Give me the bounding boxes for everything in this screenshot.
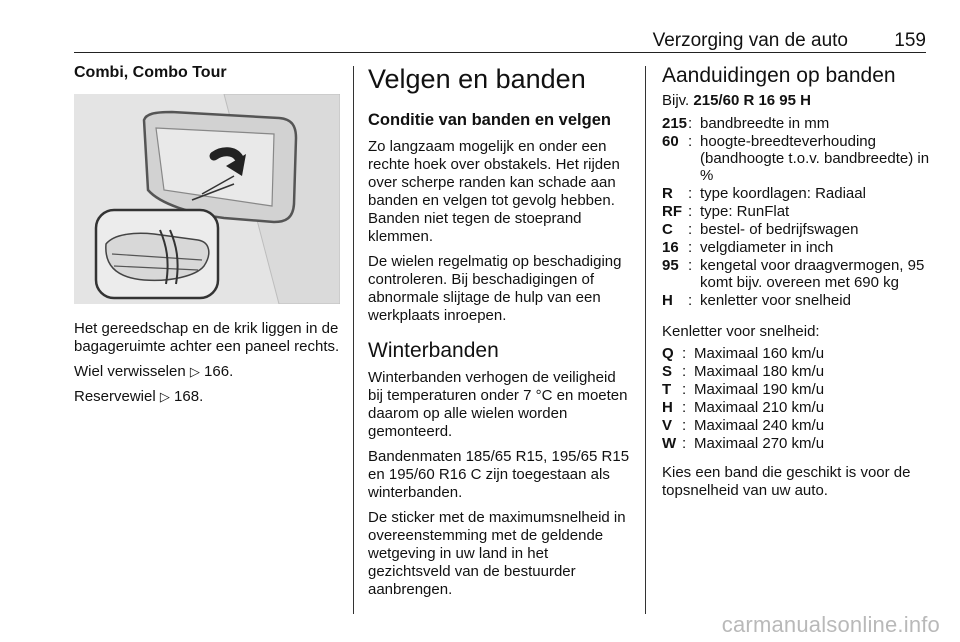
tire-code-list [662,115,930,309]
list-item: V : Maximaal 240 km/u [662,417,825,434]
cargo-compartment-illustration [74,94,340,304]
list-item: 16 : velgdiameter in inch [662,239,834,256]
page-header [74,28,926,54]
list-item: 95 : kengetal voor draagvermogen, 95 komt bijv. overeen met 690 kg [662,257,925,291]
list-item: 215 : bandbreedte in mm [662,115,830,132]
list-item: C : bestel- of bedrijfswagen [662,221,859,238]
page-number: 159 [894,30,926,51]
column-middle [368,62,634,606]
reference-page[interactable]: 166. [204,363,234,380]
column-divider [645,66,646,614]
body-paragraph: Bandenmaten 185/65 R15, 195/65 R15 en 195/60 R16 C zijn toegestaan als winterbanden. [368,448,630,501]
subsection-title: Conditie van banden en velgen [368,111,611,129]
speed-intro-text: Kenletter voor snelheid: [662,323,820,340]
list-item: W : Maximaal 270 km/u [662,435,825,452]
section-title: Winterbanden [368,339,499,362]
list-item: RF : type: RunFlat [662,203,790,220]
list-item: R : type koordlagen: Radiaal [662,185,866,202]
closing-text: Kies een band die geschikt is voor de topsnelheid van uw auto. [662,464,911,499]
body-paragraph: Winterbanden verhogen de veiligheid bij temperaturen onder 7 °C en moeten daarom op alle wielen worden gemonteerd. [368,369,628,440]
list-item: H : kenletter voor snelheid [662,292,851,309]
tire-code-example [662,92,930,109]
list-item: 60 : hoogte-breedteverhouding (bandhoogte t.o.v. bandbreedte) in % [662,133,930,184]
page-reference-arrow-icon: ▷ [159,389,170,404]
reference-page[interactable]: 168. [174,388,204,405]
column-right [662,62,930,507]
chapter-title: Velgen en banden [368,64,586,94]
example-value: 215/60 R 16 95 H [693,92,811,109]
section-heading: Combi, Combo Tour [74,64,227,81]
example-prefix: Bijv. [662,92,690,109]
watermark: carmanualsonline.info [721,612,940,637]
header-rule [74,52,926,53]
section-title: Aanduidingen op banden [662,64,896,87]
body-paragraph: De wielen regelmatig op beschadiging controleren. Bij beschadigingen of abnormale slijtage de hulp van een werkplaats inroepen. [368,253,622,324]
page-reference-arrow-icon: ▷ [189,364,200,379]
reference-link-text[interactable]: Wiel verwisselen [74,363,186,380]
tools-location-text: Het gereedschap en de krik liggen in de bagageruimte achter een paneel rechts. [74,320,340,355]
list-item: T : Maximaal 190 km/u [662,381,825,398]
list-item: S : Maximaal 180 km/u [662,363,825,380]
page-header-title: Verzorging van de auto [652,30,848,51]
list-item: Q : Maximaal 160 km/u [662,345,825,362]
cargo-compartment-icon [74,94,340,304]
column-left [74,62,342,413]
body-paragraph: De sticker met de maximumsnelheid in overeenstemming met de geldende wetgeving in uw land in het gezichtsveld van de bestuurder aanbrengen. [368,509,626,598]
body-paragraph: Zo langzaam mogelijk en onder een rechte hoek over obstakels. Het rijden over scherpe randen kan schade aan banden en velgen tot gevolg hebben. Banden niet tegen de stoeprand klemmen. [368,138,620,245]
reference-link-text[interactable]: Reservewiel [74,388,156,405]
column-divider [353,66,354,614]
cross-reference [74,363,342,381]
list-item: H : Maximaal 210 km/u [662,399,825,416]
speed-code-list [662,345,930,452]
cross-reference [74,388,342,406]
